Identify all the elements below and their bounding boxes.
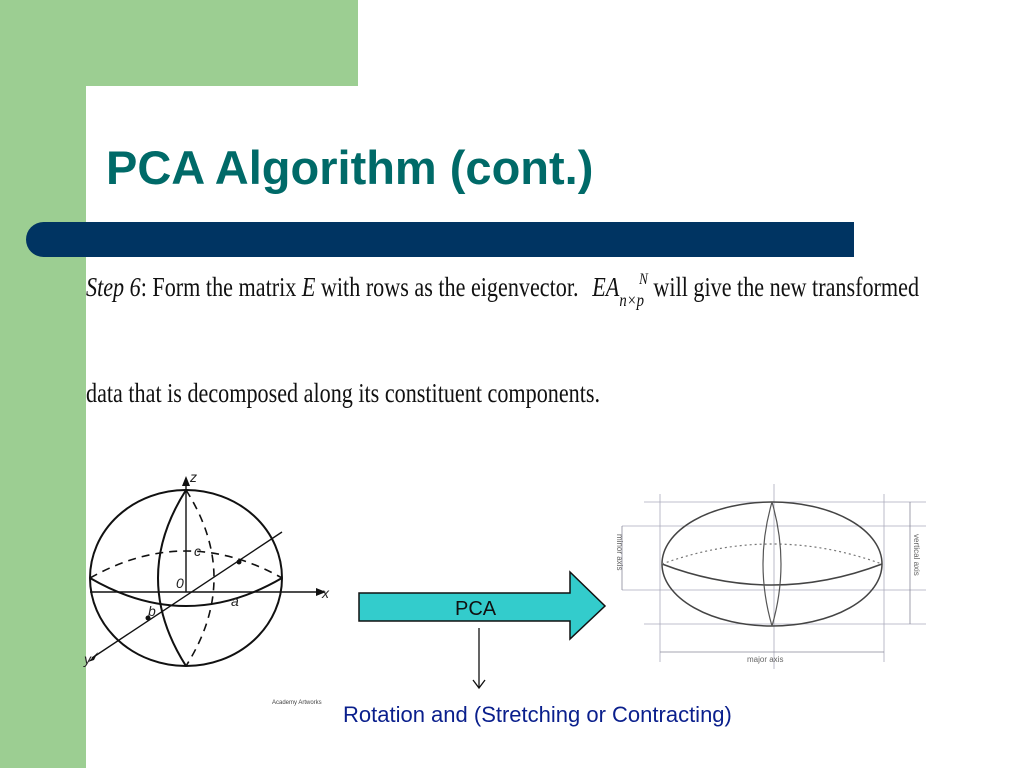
step-label: Step 6: [86, 272, 141, 302]
origin-label: 0: [176, 575, 184, 591]
semi-axis-label-c: c: [194, 543, 201, 559]
vertical-axis-label: vertical axis: [912, 534, 921, 576]
slide-title: PCA Algorithm (cont.): [106, 141, 594, 194]
pca-arrow-label: PCA: [455, 598, 497, 620]
step-6-line-1: [86, 271, 920, 310]
semi-axis-label-a: a: [231, 593, 239, 609]
step-text-b: with rows as the eigenvector.: [315, 272, 585, 302]
down-arrow: [469, 628, 489, 688]
axis-label-x: x: [322, 585, 329, 601]
semi-axis-label-b: b: [148, 603, 156, 619]
formula-superscript: N: [639, 271, 648, 288]
image-credit: Academy Artworks: [272, 700, 322, 706]
step-text-a: : Form the matrix: [140, 272, 302, 302]
formula-subscript: n×p: [619, 290, 645, 310]
background-green-left: [0, 0, 86, 768]
step-6-line-2: data that is decomposed along its constituent components.: [86, 378, 601, 408]
minor-axis-label: minor axis: [615, 534, 624, 571]
axis-label-y: y: [84, 651, 91, 667]
matrix-symbol: E: [301, 272, 316, 302]
ellipsoid-axes-diagram: [84, 469, 336, 702]
formula-base: EA: [592, 272, 620, 302]
title-divider-bar: [26, 222, 854, 257]
stretched-ellipsoid-diagram: [614, 484, 926, 669]
axis-label-z: z: [190, 469, 197, 485]
step-text-c: will give the new transformed: [647, 272, 920, 302]
major-axis-label: major axis: [747, 655, 784, 664]
transformation-caption: Rotation and (Stretching or Contracting): [343, 702, 732, 727]
